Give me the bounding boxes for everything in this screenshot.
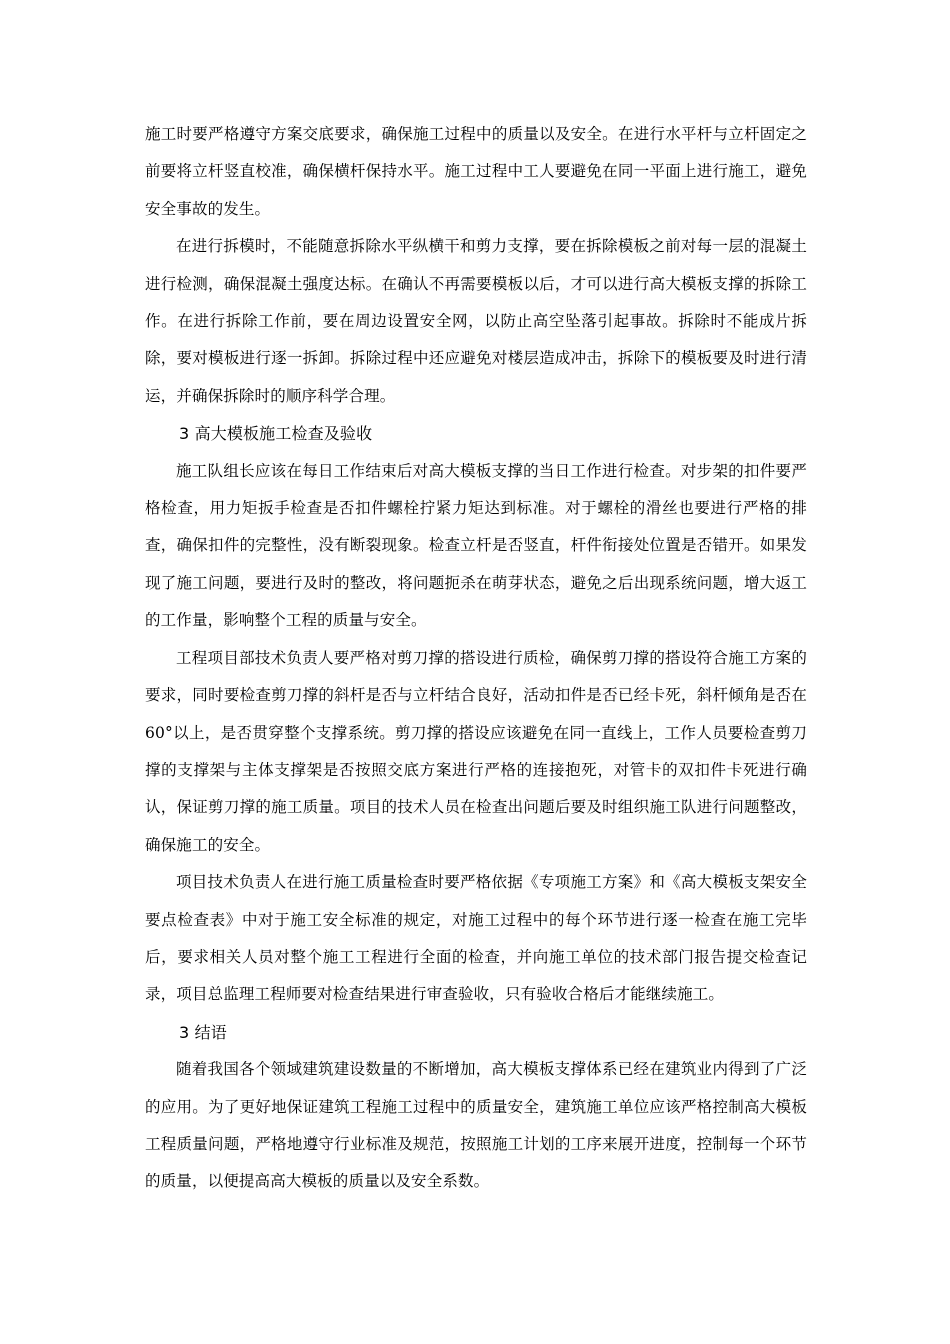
paragraph-continuation: 施工时要严格遵守方案交底要求，确保施工过程中的质量以及安全。在进行水平杆与立杆固定之前要将立杆竖直校准，确保横杆保持水平。施工过程中工人要避免在同一平面上进行施工，避免安全事故的发生。 <box>145 125 807 218</box>
section-heading-conclusion: 3 结语 <box>179 1022 227 1042</box>
paragraph-quality-acceptance: 项目技术负责人在进行施工质量检查时要严格依据《专项施工方案》和《高大模板支架安全要点检查表》中对于施工安全标准的规定，对施工过程中的每个环节进行逐一检查在施工完毕后，要求相关人员对整个施工工程进行全面的检查，并向施工单位的技术部门报告提交检查记录，项目总监理工程师要对检查结果进行审查验收，只有验收合格后才能继续施工。 <box>145 873 807 1004</box>
paragraph-scissor-brace-inspection: 工程项目部技术负责人要严格对剪刀撑的搭设进行质检，确保剪刀撑的搭设符合施工方案的要求，同时要检查剪刀撑的斜杆是否与立杆结合良好，活动扣件是否已经卡死，斜杆倾角是否在 60°以上，是否贯穿整个支撑系统。剪刀撑的搭设应该避免在同一直线上，工作人员要检查剪刀撑的支撑架与主体支撑架是否按照交底方案进行严格的连接抱死，对管卡的双扣件卡死进行确认，保证剪刀撑的施工质量。项目的技术人员在检查出问题后要及时组织施工队进行问题整改，确保施工的安全。 <box>145 648 807 854</box>
paragraph-conclusion: 随着我国各个领域建筑建设数量的不断增加，高大模板支撑体系已经在建筑业内得到了广泛的应用。为了更好地保证建筑工程施工过程中的质量安全，建筑施工单位应该严格控制高大模板工程质量问题，严格地遵守行业标准及规范，按照施工计划的工序来展开进度，控制每一个环节的质量，以便提高高大模板的质量以及安全系数。 <box>145 1060 807 1191</box>
document-body <box>145 116 807 1201</box>
section-heading-inspection: 3 高大模板施工检查及验收 <box>179 424 373 444</box>
paragraph-dismantling: 在进行拆模时，不能随意拆除水平纵横干和剪力支撑，要在拆除模板之前对每一层的混凝土进行检测，确保混凝土强度达标。在确认不再需要模板以后，才可以进行高大模板支撑的拆除工作。在进行拆除工作前，要在周边设置安全网，以防止高空坠落引起事故。拆除时不能成片拆除，要对模板进行逐一拆卸。拆除过程中还应避免对楼层造成冲击，拆除下的模板要及时进行清运，并确保拆除时的顺序科学合理。 <box>145 237 807 405</box>
paragraph-daily-inspection: 施工队组长应该在每日工作结束后对高大模板支撑的当日工作进行检查。对步架的扣件要严格检查，用力矩扳手检查是否扣件螺栓拧紧力矩达到标准。对于螺栓的滑丝也要进行严格的排查，确保扣件的完整性，没有断裂现象。检查立杆是否竖直，杆件衔接处位置是否错开。如果发现了施工问题，要进行及时的整改，将问题扼杀在萌芽状态，避免之后出现系统问题，增大返工的工作量，影响整个工程的质量与安全。 <box>145 461 807 630</box>
